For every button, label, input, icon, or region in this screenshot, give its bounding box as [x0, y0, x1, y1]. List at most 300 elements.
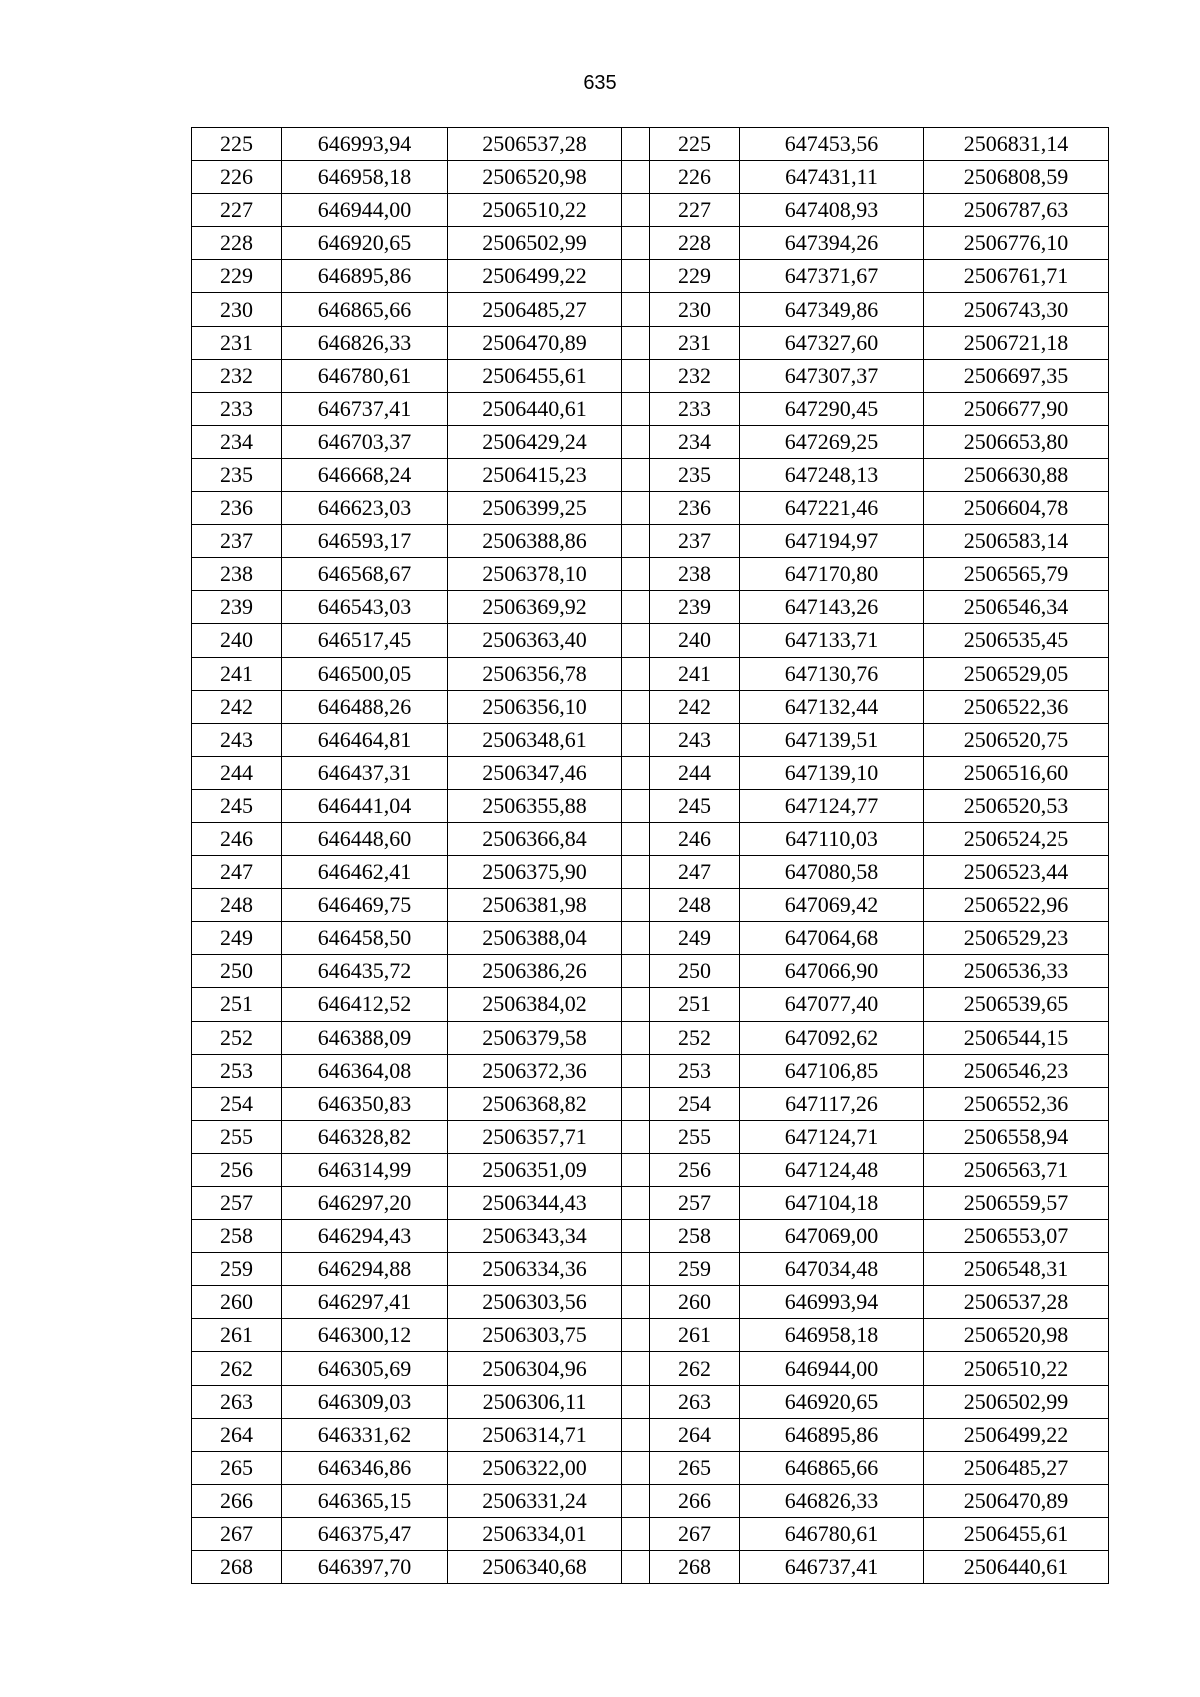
left-y-coordinate-cell: 2506520,98 — [448, 161, 622, 194]
right-y-coordinate-cell: 2506529,05 — [924, 657, 1109, 690]
spacer-cell — [622, 492, 650, 525]
left-y-coordinate-cell: 2506429,24 — [448, 425, 622, 458]
right-point-number-cell: 230 — [650, 293, 740, 326]
right-x-coordinate-cell: 647170,80 — [740, 558, 924, 591]
left-y-coordinate-cell: 2506415,23 — [448, 458, 622, 491]
right-y-coordinate-cell: 2506539,65 — [924, 988, 1109, 1021]
left-point-number-cell: 234 — [192, 425, 282, 458]
spacer-cell — [622, 1551, 650, 1584]
spacer-cell — [622, 1451, 650, 1484]
right-x-coordinate-cell: 647117,26 — [740, 1087, 924, 1120]
right-x-coordinate-cell: 647130,76 — [740, 657, 924, 690]
spacer-cell — [622, 458, 650, 491]
left-y-coordinate-cell: 2506455,61 — [448, 359, 622, 392]
right-y-coordinate-cell: 2506776,10 — [924, 227, 1109, 260]
right-x-coordinate-cell: 647143,26 — [740, 591, 924, 624]
left-point-number-cell: 245 — [192, 789, 282, 822]
right-y-coordinate-cell: 2506604,78 — [924, 492, 1109, 525]
table-row — [192, 194, 1109, 227]
spacer-cell — [622, 392, 650, 425]
left-y-coordinate-cell: 2506356,10 — [448, 690, 622, 723]
table-row — [192, 1187, 1109, 1220]
right-x-coordinate-cell: 647327,60 — [740, 326, 924, 359]
right-point-number-cell: 258 — [650, 1220, 740, 1253]
table-row — [192, 690, 1109, 723]
right-point-number-cell: 231 — [650, 326, 740, 359]
spacer-cell — [622, 558, 650, 591]
right-y-coordinate-cell: 2506559,57 — [924, 1187, 1109, 1220]
left-y-coordinate-cell: 2506357,71 — [448, 1120, 622, 1153]
right-point-number-cell: 238 — [650, 558, 740, 591]
left-y-coordinate-cell: 2506372,36 — [448, 1054, 622, 1087]
spacer-cell — [622, 1385, 650, 1418]
table-row — [192, 492, 1109, 525]
right-y-coordinate-cell: 2506520,98 — [924, 1319, 1109, 1352]
right-y-coordinate-cell: 2506831,14 — [924, 128, 1109, 161]
spacer-cell — [622, 690, 650, 723]
left-y-coordinate-cell: 2506343,34 — [448, 1220, 622, 1253]
left-y-coordinate-cell: 2506368,82 — [448, 1087, 622, 1120]
right-x-coordinate-cell: 646780,61 — [740, 1517, 924, 1550]
right-x-coordinate-cell: 647104,18 — [740, 1187, 924, 1220]
right-point-number-cell: 243 — [650, 723, 740, 756]
left-x-coordinate-cell: 646993,94 — [282, 128, 448, 161]
right-y-coordinate-cell: 2506548,31 — [924, 1253, 1109, 1286]
right-y-coordinate-cell: 2506653,80 — [924, 425, 1109, 458]
right-x-coordinate-cell: 646826,33 — [740, 1484, 924, 1517]
left-y-coordinate-cell: 2506369,92 — [448, 591, 622, 624]
left-point-number-cell: 253 — [192, 1054, 282, 1087]
left-y-coordinate-cell: 2506537,28 — [448, 128, 622, 161]
table-row — [192, 359, 1109, 392]
right-x-coordinate-cell: 647194,97 — [740, 525, 924, 558]
left-y-coordinate-cell: 2506347,46 — [448, 756, 622, 789]
right-y-coordinate-cell: 2506510,22 — [924, 1352, 1109, 1385]
table-row — [192, 988, 1109, 1021]
table-row — [192, 723, 1109, 756]
left-y-coordinate-cell: 2506348,61 — [448, 723, 622, 756]
spacer-cell — [622, 657, 650, 690]
left-point-number-cell: 258 — [192, 1220, 282, 1253]
right-y-coordinate-cell: 2506520,53 — [924, 789, 1109, 822]
table-row — [192, 128, 1109, 161]
right-point-number-cell: 262 — [650, 1352, 740, 1385]
right-y-coordinate-cell: 2506470,89 — [924, 1484, 1109, 1517]
left-x-coordinate-cell: 646397,70 — [282, 1551, 448, 1584]
right-point-number-cell: 226 — [650, 161, 740, 194]
left-point-number-cell: 241 — [192, 657, 282, 690]
right-x-coordinate-cell: 646958,18 — [740, 1319, 924, 1352]
spacer-cell — [622, 955, 650, 988]
left-point-number-cell: 230 — [192, 293, 282, 326]
left-y-coordinate-cell: 2506502,99 — [448, 227, 622, 260]
left-y-coordinate-cell: 2506334,01 — [448, 1517, 622, 1550]
table-row — [192, 1451, 1109, 1484]
table-row — [192, 1120, 1109, 1153]
table-row — [192, 525, 1109, 558]
spacer-cell — [622, 1220, 650, 1253]
left-y-coordinate-cell: 2506303,56 — [448, 1286, 622, 1319]
right-y-coordinate-cell: 2506553,07 — [924, 1220, 1109, 1253]
right-point-number-cell: 235 — [650, 458, 740, 491]
left-point-number-cell: 263 — [192, 1385, 282, 1418]
table-row — [192, 591, 1109, 624]
spacer-cell — [622, 1054, 650, 1087]
left-y-coordinate-cell: 2506375,90 — [448, 856, 622, 889]
right-x-coordinate-cell: 647069,42 — [740, 889, 924, 922]
left-point-number-cell: 244 — [192, 756, 282, 789]
table-row — [192, 756, 1109, 789]
spacer-cell — [622, 789, 650, 822]
right-y-coordinate-cell: 2506485,27 — [924, 1451, 1109, 1484]
spacer-cell — [622, 1319, 650, 1352]
right-x-coordinate-cell: 647139,10 — [740, 756, 924, 789]
right-x-coordinate-cell: 647077,40 — [740, 988, 924, 1021]
spacer-cell — [622, 128, 650, 161]
left-y-coordinate-cell: 2506485,27 — [448, 293, 622, 326]
left-x-coordinate-cell: 646412,52 — [282, 988, 448, 1021]
spacer-cell — [622, 922, 650, 955]
spacer-cell — [622, 756, 650, 789]
left-x-coordinate-cell: 646668,24 — [282, 458, 448, 491]
right-point-number-cell: 232 — [650, 359, 740, 392]
right-y-coordinate-cell: 2506522,96 — [924, 889, 1109, 922]
left-x-coordinate-cell: 646920,65 — [282, 227, 448, 260]
left-point-number-cell: 236 — [192, 492, 282, 525]
coordinates-table-body — [192, 128, 1109, 1584]
left-x-coordinate-cell: 646309,03 — [282, 1385, 448, 1418]
spacer-cell — [622, 1187, 650, 1220]
table-row — [192, 1418, 1109, 1451]
right-x-coordinate-cell: 647248,13 — [740, 458, 924, 491]
right-y-coordinate-cell: 2506440,61 — [924, 1551, 1109, 1584]
left-y-coordinate-cell: 2506303,75 — [448, 1319, 622, 1352]
left-y-coordinate-cell: 2506399,25 — [448, 492, 622, 525]
page-number: 635 — [583, 72, 617, 94]
left-x-coordinate-cell: 646365,15 — [282, 1484, 448, 1517]
table-row — [192, 822, 1109, 855]
right-x-coordinate-cell: 647124,71 — [740, 1120, 924, 1153]
right-y-coordinate-cell: 2506455,61 — [924, 1517, 1109, 1550]
right-y-coordinate-cell: 2506552,36 — [924, 1087, 1109, 1120]
spacer-cell — [622, 1120, 650, 1153]
left-x-coordinate-cell: 646300,12 — [282, 1319, 448, 1352]
right-y-coordinate-cell: 2506546,23 — [924, 1054, 1109, 1087]
right-x-coordinate-cell: 647106,85 — [740, 1054, 924, 1087]
spacer-cell — [622, 1418, 650, 1451]
left-x-coordinate-cell: 646737,41 — [282, 392, 448, 425]
left-y-coordinate-cell: 2506386,26 — [448, 955, 622, 988]
left-x-coordinate-cell: 646331,62 — [282, 1418, 448, 1451]
spacer-cell — [622, 227, 650, 260]
left-x-coordinate-cell: 646364,08 — [282, 1054, 448, 1087]
left-x-coordinate-cell: 646780,61 — [282, 359, 448, 392]
right-point-number-cell: 229 — [650, 260, 740, 293]
left-y-coordinate-cell: 2506470,89 — [448, 326, 622, 359]
right-x-coordinate-cell: 646993,94 — [740, 1286, 924, 1319]
right-y-coordinate-cell: 2506743,30 — [924, 293, 1109, 326]
left-y-coordinate-cell: 2506388,86 — [448, 525, 622, 558]
right-y-coordinate-cell: 2506565,79 — [924, 558, 1109, 591]
left-x-coordinate-cell: 646435,72 — [282, 955, 448, 988]
right-point-number-cell: 264 — [650, 1418, 740, 1451]
right-point-number-cell: 256 — [650, 1153, 740, 1186]
left-point-number-cell: 231 — [192, 326, 282, 359]
right-point-number-cell: 261 — [650, 1319, 740, 1352]
right-y-coordinate-cell: 2506522,36 — [924, 690, 1109, 723]
right-point-number-cell: 240 — [650, 624, 740, 657]
left-x-coordinate-cell: 646448,60 — [282, 822, 448, 855]
left-y-coordinate-cell: 2506344,43 — [448, 1187, 622, 1220]
spacer-cell — [622, 359, 650, 392]
left-point-number-cell: 232 — [192, 359, 282, 392]
right-point-number-cell: 247 — [650, 856, 740, 889]
left-point-number-cell: 227 — [192, 194, 282, 227]
right-point-number-cell: 265 — [650, 1451, 740, 1484]
right-x-coordinate-cell: 647124,77 — [740, 789, 924, 822]
right-y-coordinate-cell: 2506546,34 — [924, 591, 1109, 624]
spacer-cell — [622, 988, 650, 1021]
left-x-coordinate-cell: 646865,66 — [282, 293, 448, 326]
left-point-number-cell: 257 — [192, 1187, 282, 1220]
left-point-number-cell: 251 — [192, 988, 282, 1021]
table-row — [192, 657, 1109, 690]
right-point-number-cell: 253 — [650, 1054, 740, 1087]
right-x-coordinate-cell: 647066,90 — [740, 955, 924, 988]
left-x-coordinate-cell: 646328,82 — [282, 1120, 448, 1153]
right-x-coordinate-cell: 647349,86 — [740, 293, 924, 326]
left-point-number-cell: 252 — [192, 1021, 282, 1054]
left-y-coordinate-cell: 2506379,58 — [448, 1021, 622, 1054]
left-x-coordinate-cell: 646469,75 — [282, 889, 448, 922]
right-x-coordinate-cell: 647069,00 — [740, 1220, 924, 1253]
table-row — [192, 558, 1109, 591]
right-point-number-cell: 248 — [650, 889, 740, 922]
left-x-coordinate-cell: 646294,43 — [282, 1220, 448, 1253]
right-y-coordinate-cell: 2506808,59 — [924, 161, 1109, 194]
table-row — [192, 1286, 1109, 1319]
left-point-number-cell: 243 — [192, 723, 282, 756]
table-row — [192, 1054, 1109, 1087]
spacer-cell — [622, 1352, 650, 1385]
spacer-cell — [622, 326, 650, 359]
right-point-number-cell: 257 — [650, 1187, 740, 1220]
left-point-number-cell: 229 — [192, 260, 282, 293]
left-point-number-cell: 249 — [192, 922, 282, 955]
spacer-cell — [622, 1484, 650, 1517]
table-row — [192, 227, 1109, 260]
right-x-coordinate-cell: 646944,00 — [740, 1352, 924, 1385]
right-y-coordinate-cell: 2506529,23 — [924, 922, 1109, 955]
left-point-number-cell: 264 — [192, 1418, 282, 1451]
spacer-cell — [622, 194, 650, 227]
right-y-coordinate-cell: 2506558,94 — [924, 1120, 1109, 1153]
right-y-coordinate-cell: 2506721,18 — [924, 326, 1109, 359]
table-row — [192, 1551, 1109, 1584]
right-x-coordinate-cell: 647431,11 — [740, 161, 924, 194]
left-y-coordinate-cell: 2506363,40 — [448, 624, 622, 657]
right-point-number-cell: 255 — [650, 1120, 740, 1153]
left-x-coordinate-cell: 646500,05 — [282, 657, 448, 690]
table-row — [192, 1253, 1109, 1286]
left-point-number-cell: 233 — [192, 392, 282, 425]
table-row — [192, 1517, 1109, 1550]
right-x-coordinate-cell: 646737,41 — [740, 1551, 924, 1584]
spacer-cell — [622, 293, 650, 326]
spacer-cell — [622, 260, 650, 293]
right-x-coordinate-cell: 647110,03 — [740, 822, 924, 855]
left-y-coordinate-cell: 2506314,71 — [448, 1418, 622, 1451]
left-x-coordinate-cell: 646458,50 — [282, 922, 448, 955]
right-x-coordinate-cell: 647408,93 — [740, 194, 924, 227]
right-y-coordinate-cell: 2506583,14 — [924, 525, 1109, 558]
right-point-number-cell: 242 — [650, 690, 740, 723]
spacer-cell — [622, 624, 650, 657]
left-x-coordinate-cell: 646895,86 — [282, 260, 448, 293]
table-row — [192, 1220, 1109, 1253]
right-point-number-cell: 227 — [650, 194, 740, 227]
left-x-coordinate-cell: 646346,86 — [282, 1451, 448, 1484]
left-y-coordinate-cell: 2506340,68 — [448, 1551, 622, 1584]
right-x-coordinate-cell: 647307,37 — [740, 359, 924, 392]
left-y-coordinate-cell: 2506499,22 — [448, 260, 622, 293]
right-y-coordinate-cell: 2506563,71 — [924, 1153, 1109, 1186]
right-point-number-cell: 234 — [650, 425, 740, 458]
right-x-coordinate-cell: 647034,48 — [740, 1253, 924, 1286]
right-point-number-cell: 251 — [650, 988, 740, 1021]
left-point-number-cell: 228 — [192, 227, 282, 260]
table-row — [192, 1087, 1109, 1120]
left-y-coordinate-cell: 2506331,24 — [448, 1484, 622, 1517]
spacer-cell — [622, 822, 650, 855]
left-point-number-cell: 268 — [192, 1551, 282, 1584]
right-x-coordinate-cell: 647371,67 — [740, 260, 924, 293]
right-y-coordinate-cell: 2506499,22 — [924, 1418, 1109, 1451]
coordinates-table — [191, 127, 1109, 1584]
left-y-coordinate-cell: 2506384,02 — [448, 988, 622, 1021]
right-point-number-cell: 252 — [650, 1021, 740, 1054]
right-x-coordinate-cell: 647080,58 — [740, 856, 924, 889]
left-x-coordinate-cell: 646314,99 — [282, 1153, 448, 1186]
left-x-coordinate-cell: 646488,26 — [282, 690, 448, 723]
left-point-number-cell: 226 — [192, 161, 282, 194]
right-y-coordinate-cell: 2506502,99 — [924, 1385, 1109, 1418]
left-point-number-cell: 238 — [192, 558, 282, 591]
right-point-number-cell: 260 — [650, 1286, 740, 1319]
table-row — [192, 789, 1109, 822]
right-x-coordinate-cell: 647269,25 — [740, 425, 924, 458]
spacer-cell — [622, 591, 650, 624]
right-y-coordinate-cell: 2506787,63 — [924, 194, 1109, 227]
right-x-coordinate-cell: 647124,48 — [740, 1153, 924, 1186]
right-x-coordinate-cell: 647394,26 — [740, 227, 924, 260]
left-point-number-cell: 265 — [192, 1451, 282, 1484]
right-x-coordinate-cell: 647221,46 — [740, 492, 924, 525]
right-x-coordinate-cell: 647453,56 — [740, 128, 924, 161]
right-x-coordinate-cell: 646865,66 — [740, 1451, 924, 1484]
right-point-number-cell: 225 — [650, 128, 740, 161]
spacer-cell — [622, 525, 650, 558]
right-x-coordinate-cell: 647132,44 — [740, 690, 924, 723]
right-y-coordinate-cell: 2506697,35 — [924, 359, 1109, 392]
right-point-number-cell: 254 — [650, 1087, 740, 1120]
table-row — [192, 392, 1109, 425]
spacer-cell — [622, 161, 650, 194]
left-y-coordinate-cell: 2506322,00 — [448, 1451, 622, 1484]
left-point-number-cell: 260 — [192, 1286, 282, 1319]
left-x-coordinate-cell: 646462,41 — [282, 856, 448, 889]
right-point-number-cell: 233 — [650, 392, 740, 425]
spacer-cell — [622, 425, 650, 458]
right-y-coordinate-cell: 2506520,75 — [924, 723, 1109, 756]
table-row — [192, 1319, 1109, 1352]
table-row — [192, 1021, 1109, 1054]
table-row — [192, 922, 1109, 955]
table-row — [192, 293, 1109, 326]
left-point-number-cell: 266 — [192, 1484, 282, 1517]
right-point-number-cell: 239 — [650, 591, 740, 624]
left-x-coordinate-cell: 646517,45 — [282, 624, 448, 657]
right-x-coordinate-cell: 647290,45 — [740, 392, 924, 425]
right-y-coordinate-cell: 2506535,45 — [924, 624, 1109, 657]
left-point-number-cell: 240 — [192, 624, 282, 657]
table-row — [192, 955, 1109, 988]
table-row — [192, 260, 1109, 293]
left-x-coordinate-cell: 646623,03 — [282, 492, 448, 525]
right-point-number-cell: 237 — [650, 525, 740, 558]
left-y-coordinate-cell: 2506304,96 — [448, 1352, 622, 1385]
left-point-number-cell: 255 — [192, 1120, 282, 1153]
left-y-coordinate-cell: 2506440,61 — [448, 392, 622, 425]
left-x-coordinate-cell: 646958,18 — [282, 161, 448, 194]
right-point-number-cell: 268 — [650, 1551, 740, 1584]
right-point-number-cell: 244 — [650, 756, 740, 789]
right-y-coordinate-cell: 2506630,88 — [924, 458, 1109, 491]
left-point-number-cell: 246 — [192, 822, 282, 855]
right-y-coordinate-cell: 2506761,71 — [924, 260, 1109, 293]
left-y-coordinate-cell: 2506381,98 — [448, 889, 622, 922]
left-x-coordinate-cell: 646593,17 — [282, 525, 448, 558]
left-y-coordinate-cell: 2506356,78 — [448, 657, 622, 690]
left-x-coordinate-cell: 646294,88 — [282, 1253, 448, 1286]
right-y-coordinate-cell: 2506537,28 — [924, 1286, 1109, 1319]
right-y-coordinate-cell: 2506536,33 — [924, 955, 1109, 988]
left-y-coordinate-cell: 2506334,36 — [448, 1253, 622, 1286]
table-row — [192, 425, 1109, 458]
left-point-number-cell: 250 — [192, 955, 282, 988]
table-row — [192, 1484, 1109, 1517]
table-row — [192, 856, 1109, 889]
table-row — [192, 624, 1109, 657]
spacer-cell — [622, 1087, 650, 1120]
left-y-coordinate-cell: 2506351,09 — [448, 1153, 622, 1186]
right-point-number-cell: 259 — [650, 1253, 740, 1286]
left-x-coordinate-cell: 646297,41 — [282, 1286, 448, 1319]
left-x-coordinate-cell: 646568,67 — [282, 558, 448, 591]
right-y-coordinate-cell: 2506516,60 — [924, 756, 1109, 789]
spacer-cell — [622, 889, 650, 922]
table-row — [192, 1385, 1109, 1418]
right-y-coordinate-cell: 2506544,15 — [924, 1021, 1109, 1054]
right-y-coordinate-cell: 2506523,44 — [924, 856, 1109, 889]
left-x-coordinate-cell: 646437,31 — [282, 756, 448, 789]
left-y-coordinate-cell: 2506378,10 — [448, 558, 622, 591]
right-x-coordinate-cell: 647092,62 — [740, 1021, 924, 1054]
left-y-coordinate-cell: 2506366,84 — [448, 822, 622, 855]
right-point-number-cell: 236 — [650, 492, 740, 525]
left-point-number-cell: 225 — [192, 128, 282, 161]
right-point-number-cell: 266 — [650, 1484, 740, 1517]
